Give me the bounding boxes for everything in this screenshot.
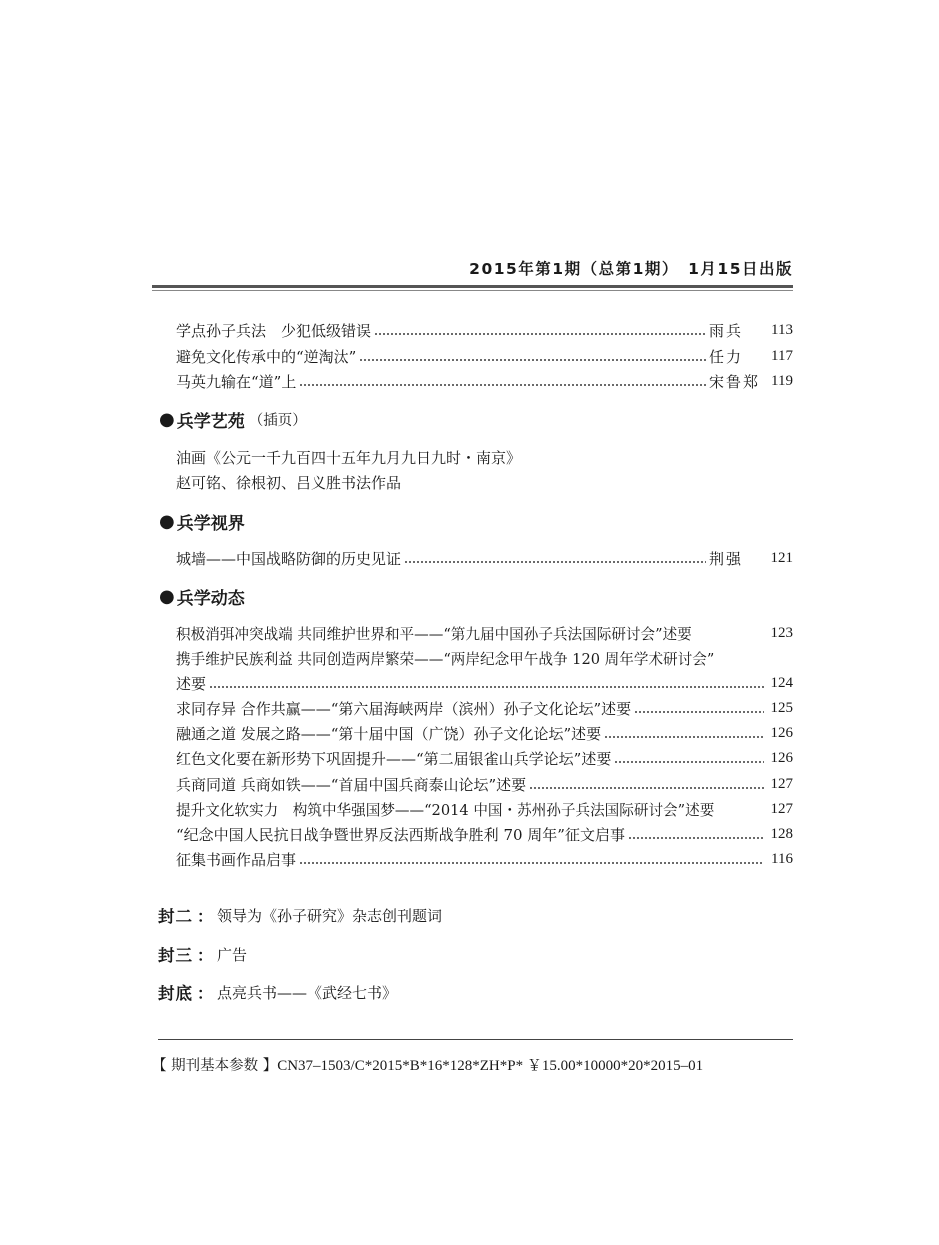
dot-leader	[299, 384, 706, 386]
parameters-value: CN37–1503/C*2015*B*16*128*ZH*P* ￥15.00*10000*20*2015–01	[277, 1058, 704, 1074]
entry-page: 116	[771, 851, 793, 867]
footer-rule	[158, 1039, 793, 1040]
entry-title: 红色文化要在新形势下巩固提升——“第二届银雀山兵学论坛”述要	[176, 750, 612, 768]
header-rule-thin	[152, 290, 793, 291]
entry-title: 征集书画作品启事	[176, 851, 297, 869]
dot-leader	[628, 837, 764, 839]
section-heading-art	[159, 406, 307, 432]
cover-text: 领导为《孙子研究》杂志创刊题词	[217, 906, 443, 925]
toc-entry[interactable]	[176, 772, 793, 797]
dot-leader	[404, 561, 706, 563]
cover-colon: ：	[197, 983, 214, 1003]
toc-entry[interactable]	[176, 847, 793, 872]
toc-entry[interactable]	[176, 344, 793, 369]
toc-entry[interactable]	[176, 721, 793, 746]
section-heading-news	[159, 583, 245, 609]
entry-page: 127	[770, 776, 793, 792]
dot-leader	[299, 862, 764, 864]
entry-title: 学点孙子兵法 少犯低级错误	[176, 322, 372, 340]
entry-title-continued: 述要	[176, 675, 207, 693]
issue-header: 2015年第1期（总第1期） 1月15日出版	[469, 260, 793, 278]
entry-author: 荆强	[709, 550, 744, 568]
toc-entry[interactable]	[176, 369, 793, 394]
entry-page: 121	[770, 550, 793, 566]
cover-text: 广告	[217, 945, 248, 964]
entry-title: 求同存异 合作共赢——“第六届海峡两岸（滨州）孙子文化论坛”述要	[176, 700, 632, 718]
entry-title: 兵商同道 兵商如铁——“首届中国兵商泰山论坛”述要	[176, 776, 527, 794]
entry-title: 携手维护民族利益 共同创造两岸繁荣——“两岸纪念甲午战争 120 周年学术研讨会”	[176, 651, 715, 668]
toc-entry-line2[interactable]	[176, 671, 793, 696]
cover-label: 封底	[158, 984, 193, 1003]
dot-leader	[695, 636, 764, 638]
toc-entry[interactable]	[176, 746, 793, 771]
dot-leader	[604, 736, 764, 738]
toc-entry[interactable]	[176, 621, 793, 646]
bullet-icon: ●	[159, 510, 175, 532]
cover-label: 封三	[158, 946, 193, 965]
entry-page: 126	[770, 725, 793, 741]
parameters-label: 【 期刊基本参数 】	[152, 1058, 278, 1074]
entry-page: 123	[770, 625, 793, 641]
entry-page: 125	[770, 700, 793, 716]
section-name: 兵学视界	[176, 513, 245, 534]
toc-entry[interactable]	[176, 822, 793, 847]
entry-title: 积极消弭冲突战端 共同维护世界和平——“第九届中国孙子兵法国际研讨会”述要	[176, 626, 692, 643]
dot-leader	[634, 711, 764, 713]
entry-page: 124	[770, 675, 793, 691]
header-rule	[152, 285, 793, 288]
toc-entry[interactable]	[176, 797, 793, 822]
entry-title: 城墙——中国战略防御的历史见证	[176, 550, 402, 568]
entry-page: 117	[771, 348, 793, 364]
dot-leader	[209, 686, 764, 688]
dot-leader	[359, 359, 706, 361]
entry-author: 任力	[709, 348, 744, 366]
cover-text: 点亮兵书——《武经七书》	[217, 983, 398, 1002]
entry-title: 马英九输在“道”上	[176, 373, 297, 391]
bullet-icon: ●	[159, 585, 175, 607]
dot-leader	[614, 761, 764, 763]
dot-leader	[717, 812, 764, 814]
section-item[interactable]	[176, 470, 793, 495]
cover-item-inside-back[interactable]	[158, 941, 247, 967]
entry-title: 避免文化传承中的“逆淘汰”	[176, 348, 357, 366]
journal-parameters	[152, 1054, 703, 1075]
entry-author: 雨兵	[709, 322, 744, 340]
entry-page: 126	[770, 750, 793, 766]
section-name: 兵学艺苑	[176, 411, 245, 432]
section-item[interactable]	[176, 445, 793, 470]
entry-title: 提升文化软实力 构筑中华强国梦——“2014 中国・苏州孙子兵法国际研讨会”述要	[176, 802, 715, 819]
item-title: 油画《公元一千九百四十五年九月九日九时・南京》	[176, 449, 522, 467]
entry-author: 宋鲁郑	[709, 373, 761, 391]
entry-title: “纪念中国人民抗日战争暨世界反法西斯战争胜利 70 周年”征文启事	[176, 826, 625, 844]
entry-page: 127	[770, 801, 793, 817]
entry-title: 融通之道 发展之路——“第十届中国（广饶）孙子文化论坛”述要	[176, 725, 602, 743]
cover-item-back[interactable]	[158, 979, 397, 1005]
cover-label: 封二	[158, 907, 193, 926]
toc-entry[interactable]	[176, 546, 793, 571]
toc-entry[interactable]	[176, 318, 793, 343]
cover-item-inside-front[interactable]	[158, 902, 442, 928]
cover-colon: ：	[197, 945, 214, 965]
entry-page: 119	[771, 373, 793, 389]
dot-leader	[374, 333, 706, 335]
section-note: （插页）	[248, 412, 307, 429]
dot-leader	[529, 787, 764, 789]
bullet-icon: ●	[159, 408, 175, 430]
cover-colon: ：	[197, 906, 214, 926]
section-heading-vision	[159, 508, 245, 534]
entry-page: 113	[771, 322, 793, 338]
toc-entry-line1[interactable]	[176, 646, 793, 671]
toc-entry[interactable]	[176, 696, 793, 721]
section-name: 兵学动态	[176, 588, 245, 609]
entry-page: 128	[770, 826, 793, 842]
item-title: 赵可铭、徐根初、吕义胜书法作品	[176, 474, 402, 492]
